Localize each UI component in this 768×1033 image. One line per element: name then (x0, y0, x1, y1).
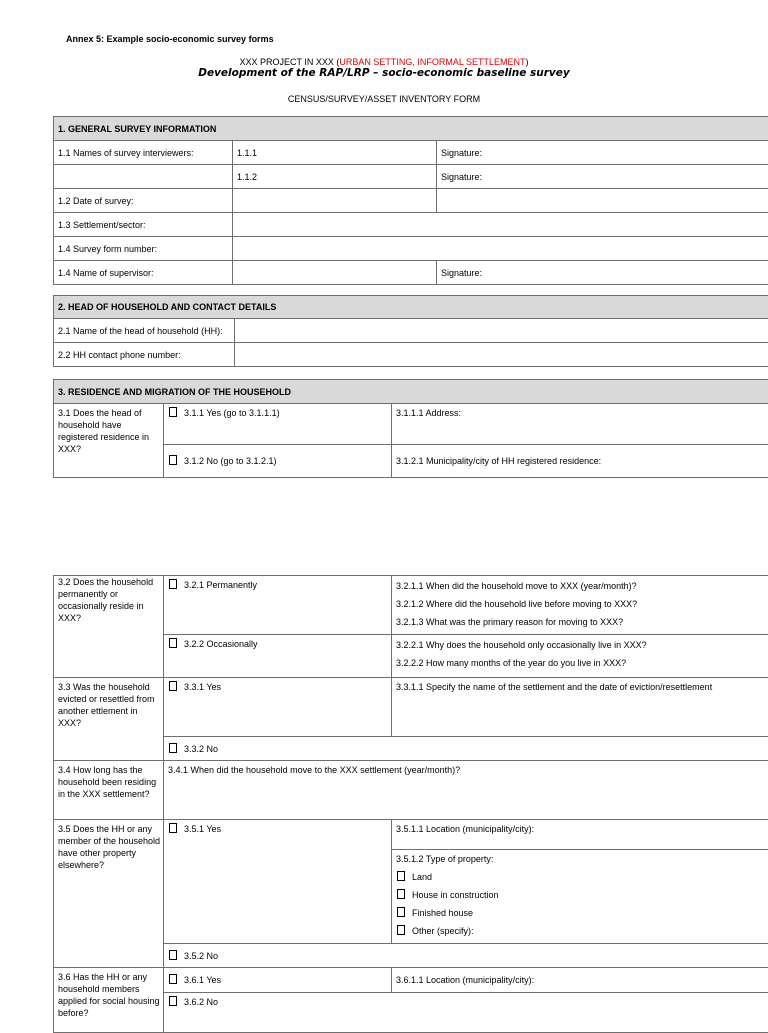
interviewer-1-signature[interactable]: Signature: (437, 141, 768, 165)
form-number-label: 1.4 Survey form number: (54, 237, 233, 261)
supervisor-label: 1.4 Name of supervisor: (54, 261, 233, 285)
q35-house-construction-option[interactable] (396, 886, 765, 904)
q32-permanent-q2: 3.2.1.2 Where did the household live before moving to XXX? (396, 595, 765, 613)
q32-occasional-label: 3.2.2 Occasionally (184, 639, 258, 649)
interviewer-2-field[interactable]: 1.1.2 (233, 165, 437, 189)
survey-date-label: 1.2 Date of survey: (54, 189, 233, 213)
checkbox-icon[interactable] (397, 871, 405, 881)
interviewers-label-blank (54, 165, 233, 189)
q35-finished-house-option[interactable] (396, 904, 765, 922)
section-2-table (53, 295, 768, 367)
q35-finished-house-label: Finished house (412, 908, 473, 918)
checkbox-icon[interactable] (169, 950, 177, 960)
q36-location-field[interactable]: 3.6.1.1 Location (municipality/city): (392, 968, 768, 993)
survey-date-extra-field[interactable] (437, 189, 768, 213)
q32-occasional-option[interactable] (164, 635, 392, 678)
q33-no-label: 3.3.2 No (184, 744, 218, 754)
q31-yes-option[interactable] (164, 404, 392, 445)
supervisor-field[interactable] (233, 261, 437, 285)
q35-yes-option[interactable] (164, 820, 392, 944)
annex-heading: Annex 5: Example socio-economic survey forms (66, 33, 274, 45)
q33-label: 3.3 Was the household evicted or resettled from another ettlement in XXX? (54, 678, 164, 761)
q36-no-label: 3.6.2 No (184, 997, 218, 1007)
settlement-field[interactable] (233, 213, 768, 237)
checkbox-icon[interactable] (397, 889, 405, 899)
residence-continued-table (53, 575, 768, 1033)
q31-no-label: 3.1.2 No (go to 3.1.2.1) (184, 456, 277, 466)
phone-label: 2.2 HH contact phone number: (54, 343, 235, 367)
q32-occasional-q1: 3.2.2.1 Why does the household only occasionally live in XXX? (396, 636, 765, 654)
section-3-heading: 3. RESIDENCE AND MIGRATION OF THE HOUSEHOLD (54, 380, 768, 404)
checkbox-icon[interactable] (169, 823, 177, 833)
q35-land-label: Land (412, 872, 432, 882)
q35-no-label: 3.5.2 No (184, 951, 218, 961)
q32-permanent-questions[interactable] (392, 576, 768, 635)
q32-permanent-label: 3.2.1 Permanently (184, 580, 257, 590)
q35-yes-label: 3.5.1 Yes (184, 824, 221, 834)
q31-no-option[interactable] (164, 445, 392, 478)
checkbox-icon[interactable] (169, 743, 177, 753)
checkbox-icon[interactable] (397, 907, 405, 917)
checkbox-icon[interactable] (169, 681, 177, 691)
interviewers-label: 1.1 Names of survey interviewers: (54, 141, 233, 165)
supervisor-signature[interactable]: Signature: (437, 261, 768, 285)
checkbox-icon[interactable] (397, 925, 405, 935)
q31-yes-label: 3.1.1 Yes (go to 3.1.1.1) (184, 408, 280, 418)
survey-date-field[interactable] (233, 189, 437, 213)
q32-permanent-q1: 3.2.1.1 When did the household move to XXX (year/month)? (396, 577, 765, 595)
section-2-heading: 2. HEAD OF HOUSEHOLD AND CONTACT DETAILS (54, 296, 768, 319)
q35-house-construction-label: House in construction (412, 890, 499, 900)
q35-no-option[interactable] (164, 944, 768, 968)
q35-other-label: Other (specify): (412, 926, 474, 936)
q32-permanent-option[interactable] (164, 576, 392, 635)
q36-label: 3.6 Has the HH or any household members applied for social housing before? (54, 968, 164, 1033)
section-3-table (53, 379, 768, 478)
project-title-suffix: ) (526, 57, 529, 67)
checkbox-icon[interactable] (169, 579, 177, 589)
q33-yes-label: 3.3.1 Yes (184, 682, 221, 692)
q35-land-option[interactable] (396, 868, 765, 886)
interviewer-1-field[interactable]: 1.1.1 (233, 141, 437, 165)
form-title: CENSUS/SURVEY/ASSET INVENTORY FORM (0, 93, 768, 105)
q33-no-option[interactable] (164, 737, 768, 761)
project-subtitle: Development of the RAP/LRP – socio-economic baseline survey (0, 67, 768, 79)
q35-property-type-label: 3.5.1.2 Type of property: (396, 850, 765, 868)
q36-yes-label: 3.6.1 Yes (184, 975, 221, 985)
q36-yes-option[interactable] (164, 968, 392, 993)
q34-field[interactable]: 3.4.1 When did the household move to the XXX settlement (year/month)? (164, 761, 768, 820)
q31-address-field[interactable]: 3.1.1.1 Address: (392, 404, 768, 445)
head-name-label: 2.1 Name of the head of household (HH): (54, 319, 235, 343)
checkbox-icon[interactable] (169, 407, 177, 417)
checkbox-icon[interactable] (169, 974, 177, 984)
q35-other-option[interactable] (396, 922, 765, 940)
q33-settlement-field[interactable]: 3.3.1.1 Specify the name of the settlement and the date of eviction/resettlement (392, 678, 768, 737)
q35-label: 3.5 Does the HH or any member of the household have other property elsewhere? (54, 820, 164, 968)
section-1-heading: 1. GENERAL SURVEY INFORMATION (54, 117, 768, 141)
q31-municipality-field[interactable]: 3.1.2.1 Municipality/city of HH registered residence: (392, 445, 768, 478)
q32-occasional-questions[interactable] (392, 635, 768, 678)
q34-label: 3.4 How long has the household been residing in the XXX settlement? (54, 761, 164, 820)
checkbox-icon[interactable] (169, 996, 177, 1006)
project-title-prefix: XXX PROJECT IN XXX ( (239, 57, 339, 67)
head-name-field[interactable] (235, 319, 768, 343)
q33-yes-option[interactable] (164, 678, 392, 737)
project-setting-highlight: URBAN SETTING, INFORMAL SETTLEMENT (339, 57, 525, 67)
q32-permanent-q3: 3.2.1.3 What was the primary reason for moving to XXX? (396, 613, 765, 631)
phone-field[interactable] (235, 343, 768, 367)
checkbox-icon[interactable] (169, 455, 177, 465)
q32-label: 3.2 Does the household permanently or occasionally reside in XXX? (54, 576, 164, 678)
q31-label: 3.1 Does the head of household have registered residence in XXX? (54, 404, 164, 478)
checkbox-icon[interactable] (169, 638, 177, 648)
q32-occasional-q2: 3.2.2.2 How many months of the year do you live in XXX? (396, 654, 765, 672)
settlement-label: 1.3 Settlement/sector: (54, 213, 233, 237)
q35-location-field[interactable]: 3.5.1.1 Location (municipality/city): (392, 820, 768, 850)
section-1-table (53, 116, 768, 285)
q36-no-option[interactable] (164, 993, 768, 1033)
form-number-field[interactable] (233, 237, 768, 261)
q35-property-type (392, 850, 768, 944)
interviewer-2-signature[interactable]: Signature: (437, 165, 768, 189)
